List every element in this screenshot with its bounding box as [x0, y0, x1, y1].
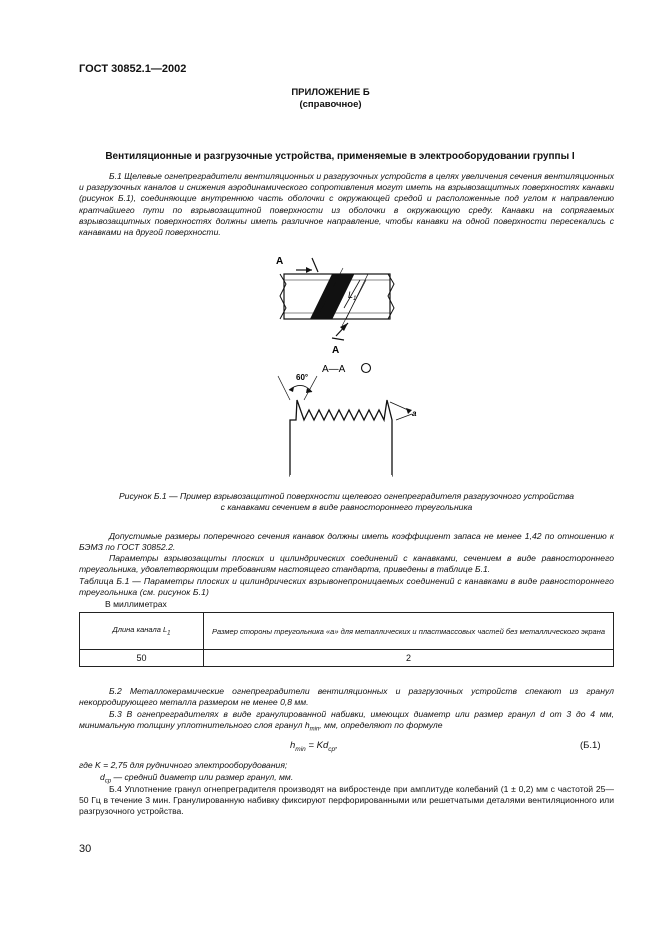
table-cell-channel-length: 50 — [80, 650, 204, 667]
table-title: Таблица Б.1 — Параметры плоских и цилиндрических взрывонепроницаемых соединений с канавками в виде равностороннего треугольника (см. рисунок Б.1) — [79, 576, 614, 598]
appendix-subtitle: (справочное) — [299, 99, 362, 110]
table-header-channel-length: Длина канала $L_1$ — [80, 613, 204, 650]
groove-profile — [290, 400, 392, 476]
table-header-triangle-side: Размер стороны треугольника «а» для металлических и пластмассовых частей без металлического экрана — [204, 613, 614, 650]
section-label: А—А — [322, 364, 346, 375]
paragraph-b3: Б.3 В огнепреградителях в виде гранулированной набивки, имеющих диаметр или размер гранул d от 3 до 4 мм, минимальную толщину уплотнительного слоя гранул $h_{min}$, мм, определяют по формуле — [79, 709, 614, 733]
table-units: В миллиметрах — [105, 599, 167, 609]
table-row — [80, 650, 614, 667]
table-cell-triangle-side: 2 — [204, 650, 614, 667]
label-a-side: a — [412, 409, 417, 418]
paragraph-b2: Б.2 Металлокерамические огнепреградители вентиляционных и разгрузочных устройств спекают из гранул некорродирующего металла размером не менее 0,8 мм. — [79, 686, 614, 708]
document-code: ГОСТ 30852.1—2002 — [79, 63, 187, 75]
section-title: Вентиляционные и разгрузочные устройства, применяемые в электрооборудовании группы I — [105, 151, 575, 162]
label-a-top: А — [276, 256, 284, 267]
table-header-row — [80, 613, 614, 650]
paragraph-parameters: Параметры взрывозащиты плоских и цилиндрических соединений с канавками, сечением в виде равностороннего треугольника, удовлетворяющим требованиям настоящего стандарта, приведены в таблице Б.1. — [79, 553, 614, 575]
paragraph-allowed-sizes: Допустимые размеры поперечного сечения канавок должны иметь коэффициент запаса не менее 1,42 по отношению к БЭМЗ по ГОСТ 30852.2. — [79, 531, 614, 553]
formula-b1: $h_{min} = Kd_{ср}$, — [290, 740, 338, 753]
page-number: 30 — [79, 843, 92, 855]
figure-b1 — [260, 250, 420, 480]
figure-caption-line1: Рисунок Б.1 — Пример взрывозащитной поверхности щелевого огнепреградителя разгрузочного устройства — [118, 491, 575, 501]
label-angle: 60° — [296, 373, 309, 382]
formula-where-d: $d_{ср}$ — средний диаметр или размер гранул, мм. — [100, 772, 294, 785]
paragraph-b1: Б.1 Щелевые огнепреградители вентиляционных и разгрузочных устройств в целях увеличения сечения вентиляционных и разгрузочных каналов и снижения аэродинамического сопротивления могут иметь на взрывозащитных поверхностях канавки (рисунок Б.1), соединяющие внутреннюю часть оболочки с окружающей средой и расположенные под углом к направлению кратчайшего пути по взрывозащитной поверхности из оболочки в окружающую среду. Канавки на сопрягаемых взрывозащитных поверхностях должны иметь различное направление, чтобы канавки на одной поверхности пересекались с канавками на другой поверхности. — [79, 171, 614, 238]
figure-caption-line2: с канавками сечением в виде равностороннего треугольника — [220, 502, 473, 512]
section-circle-icon — [362, 364, 371, 373]
formula-number: (Б.1) — [580, 740, 601, 751]
label-a-bottom: А — [332, 345, 340, 356]
label-l1: $L_1$ — [348, 290, 357, 302]
formula-where-k: где K = 2,75 для рудничного электрооборудования; — [79, 760, 288, 770]
paragraph-b4: Б.4 Уплотнение гранул огнепреградителя производят на вибростенде при амплитуде колебаний (1 ± 0,2) мм с частотой 25—50 Гц в течение 3 мин. Гранулированную набивку фиксируют перфорированными или решетчатыми деталями вентиляционного или разгрузочного устройства. — [79, 784, 614, 817]
appendix-title: ПРИЛОЖЕНИЕ Б — [291, 87, 370, 98]
parameters-table — [79, 612, 614, 667]
